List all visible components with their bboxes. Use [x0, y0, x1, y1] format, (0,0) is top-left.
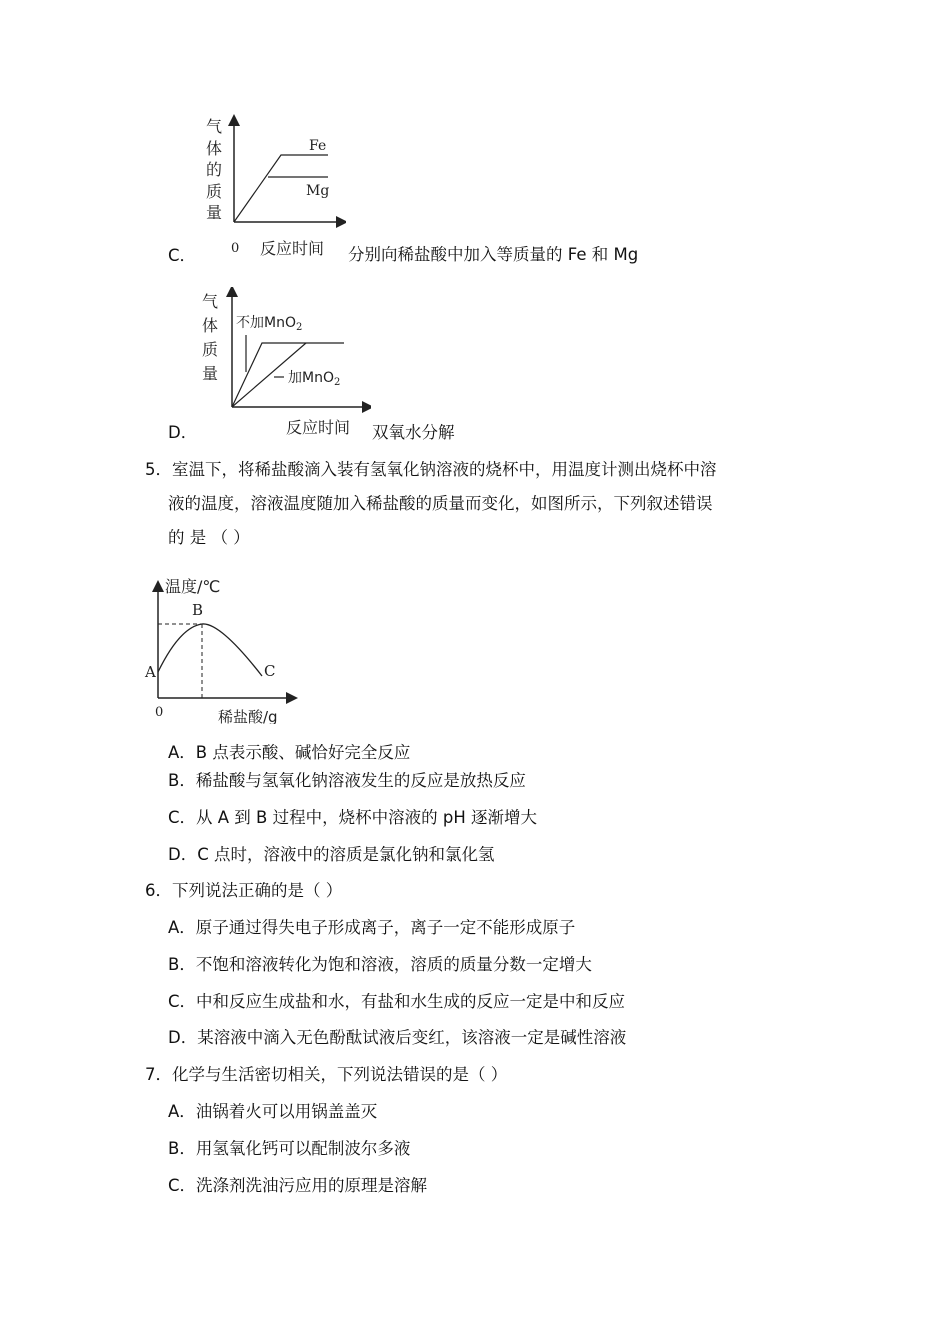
temperature-chart	[140, 572, 300, 724]
x-label: 反应时间	[286, 418, 351, 437]
with-mno2-sub: 2	[333, 377, 341, 388]
with-mno2-text: 加MnO	[288, 370, 334, 386]
y-label-3: 质	[202, 340, 219, 359]
mg-label: Mg	[306, 183, 330, 199]
q6-option-b: B．不饱和溶液转化为饱和溶液，溶质的质量分数一定增大	[168, 955, 592, 974]
temperature-curve	[158, 624, 262, 676]
q6-option-d: D．某溶液中滴入无色酚酞试液后变红，该溶液一定是碱性溶液	[168, 1028, 627, 1047]
option-d-caption: 双氧水分解	[372, 423, 455, 442]
q7-stem: 7．化学与生活密切相关，下列说法错误的是（ ）	[145, 1065, 508, 1084]
origin-label: 0	[155, 705, 164, 720]
point-a-label: A	[145, 663, 156, 681]
y-label-2: 体	[202, 316, 219, 335]
no-mno2-text: 不加MnO	[236, 315, 296, 331]
fe-mg-gas-chart	[196, 112, 346, 262]
q6-stem: 6．下列说法正确的是（ ）	[145, 881, 343, 900]
y-label-4: 质	[206, 182, 223, 201]
option-d-letter: D．	[168, 423, 198, 442]
q5-option-d: D．C 点时，溶液中的溶质是氯化钠和氯化氢	[168, 845, 495, 864]
option-c-letter: C．	[168, 246, 197, 265]
q5-stem-line2: 液的温度，溶液温度随加入稀盐酸的质量而变化，如图所示，下列叙述错误	[168, 494, 713, 513]
fe-label: Fe	[309, 138, 327, 154]
q5-stem-line3: 的 是 （ ）	[168, 528, 250, 547]
y-label-2: 体	[206, 139, 223, 158]
q7-option-b: B．用氢氧化钙可以配制波尔多液	[168, 1139, 411, 1158]
no-mno2-sub: 2	[295, 322, 303, 333]
no-mno2-label	[236, 315, 302, 333]
y-label-4: 量	[202, 364, 219, 383]
q6-option-a: A．原子通过得失电子形成离子，离子一定不能形成原子	[168, 918, 576, 937]
y-label-1: 气	[206, 117, 223, 136]
x-label: 稀盐酸/g	[218, 708, 278, 724]
with-mno2-label	[288, 370, 340, 388]
option-c-caption: 分别向稀盐酸中加入等质量的 Fe 和 Mg	[348, 245, 639, 264]
y-label: 温度/℃	[165, 577, 221, 596]
origin-label: 0	[231, 241, 240, 256]
x-label: 反应时间	[260, 239, 325, 258]
y-label-3: 的	[206, 160, 223, 179]
y-label-1: 气	[202, 292, 219, 311]
y-label-5: 量	[206, 203, 223, 222]
q5-option-c: C．从 A 到 B 过程中，烧杯中溶液的 pH 逐渐增大	[168, 808, 537, 827]
mno2-gas-chart	[196, 287, 371, 442]
q6-option-c: C．中和反应生成盐和水，有盐和水生成的反应一定是中和反应	[168, 992, 626, 1011]
point-b-label: B	[192, 601, 204, 619]
q7-option-c: C．洗涤剂洗油污应用的原理是溶解	[168, 1176, 428, 1195]
point-c-label: C	[264, 662, 276, 680]
q7-option-a: A．油锅着火可以用锅盖盖灭	[168, 1102, 378, 1121]
q5-stem-line1: 5．室温下，将稀盐酸滴入装有氢氧化钠溶液的烧杯中，用温度计测出烧杯中溶	[145, 460, 717, 479]
q5-option-a: A．B 点表示酸、碱恰好完全反应	[168, 743, 411, 762]
q5-option-b: B．稀盐酸与氢氧化钠溶液发生的反应是放热反应	[168, 771, 526, 790]
